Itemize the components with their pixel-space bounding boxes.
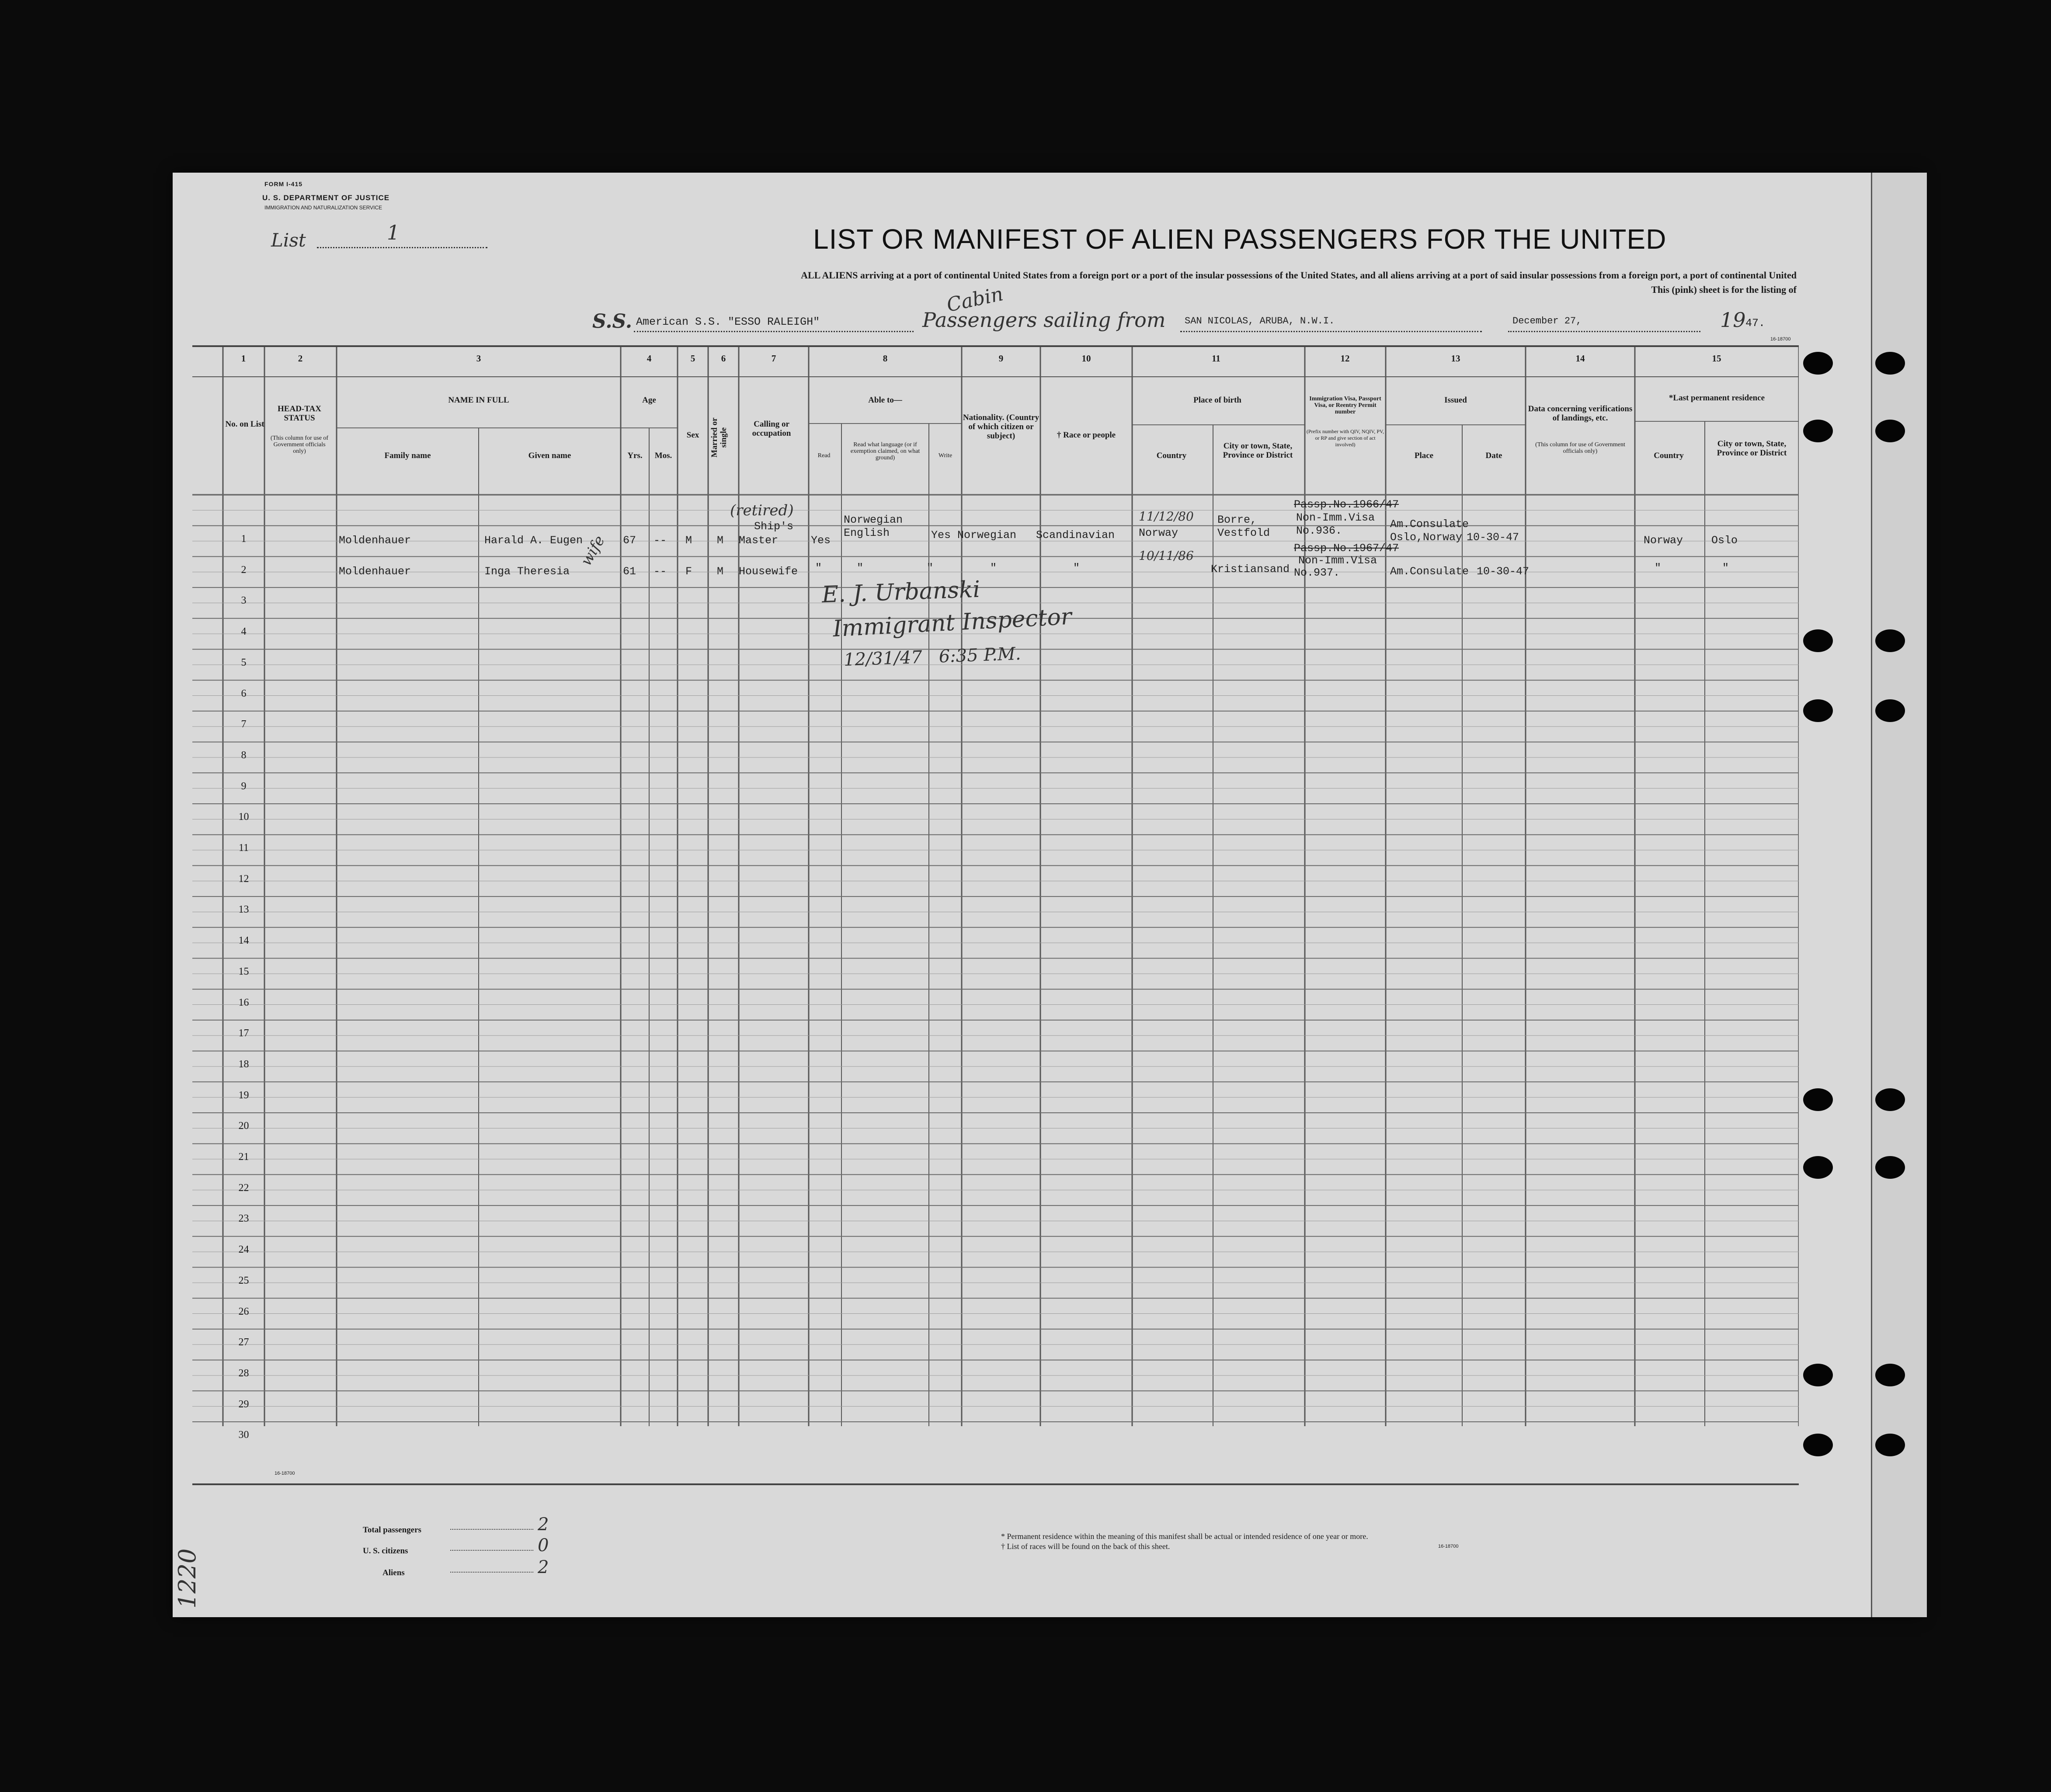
punch-hole [1803, 629, 1833, 652]
row-number: 11 [238, 842, 249, 854]
list-underline [317, 238, 487, 248]
row2-married: M [717, 565, 724, 578]
row1-write: Yes [931, 529, 951, 542]
col-nationality: Nationality. (Country of which citizen or subject) [963, 413, 1039, 441]
total-passengers-value: 2 [538, 1514, 549, 1535]
form-number: FORM I-415 [264, 181, 303, 188]
footnote-residence: * Permanent residence within the meaning of this manifest shall be actual or intended residence of one year or more. [1001, 1532, 1368, 1541]
col-read: Read [817, 452, 831, 459]
row1-language: English [844, 527, 890, 539]
inspection-timestamp: 12/31/47 6:35 P.M. [843, 643, 1022, 670]
col-landing: Data concerning verifications of landings, etc. [1528, 404, 1633, 423]
punch-hole [1803, 1364, 1833, 1386]
port-underline [1180, 330, 1482, 332]
col-visa: Immigration Visa, Passport Visa, or Reentry Permit number [1309, 396, 1381, 415]
year-suffix: 47. [1745, 317, 1766, 330]
row2-nationality: " [990, 562, 997, 574]
row2-birth-city: Kristiansand [1211, 563, 1290, 576]
row1-married: M [717, 534, 724, 547]
column-number-14: 14 [1575, 353, 1585, 364]
row1-lr-country: Norway [1644, 534, 1683, 547]
row1-lr-city: Oslo [1711, 534, 1738, 547]
row-number: 4 [241, 626, 247, 638]
column-number-5: 5 [690, 353, 695, 364]
row1-birth-city-top: Borre, [1217, 514, 1257, 526]
sailing-date: December 27, [1512, 316, 1582, 326]
row1-nationality: Norwegian [957, 529, 1017, 542]
punch-hole [1875, 1156, 1905, 1179]
col-last-residence: *Last permanent residence [1669, 393, 1765, 403]
punch-hole [1875, 629, 1905, 652]
row-number: 15 [238, 965, 249, 977]
ship-underline [634, 330, 914, 332]
row2-birth-date-note: 10/11/86 [1139, 549, 1194, 563]
column-number-3: 3 [476, 353, 481, 364]
row1-given: Harald A. Eugen [484, 534, 583, 547]
column-number-2: 2 [298, 353, 303, 364]
punch-hole [1875, 352, 1905, 375]
column-number-7: 7 [771, 353, 776, 364]
service-label: IMMIGRATION AND NATURALIZATION SERVICE [264, 205, 382, 211]
col-married: Married or single [710, 417, 728, 458]
col-age: Age [642, 396, 656, 405]
punch-hole [1803, 1088, 1833, 1111]
row1-race: Scandinavian [1036, 529, 1115, 542]
bottom-code: 16-18700 [275, 1471, 295, 1476]
row-number: 7 [241, 719, 247, 730]
col-family-name: Family name [384, 451, 431, 460]
inspector-title: Immigrant Inspector [832, 603, 1073, 642]
aliens-value: 2 [538, 1557, 549, 1577]
row-number: 18 [238, 1058, 249, 1070]
row2-given: Inga Theresia [484, 565, 570, 578]
row2-visa: No.937. [1294, 566, 1340, 579]
col-mos: Mos. [654, 451, 672, 460]
aliens-label: Aliens [382, 1568, 405, 1577]
row1-mos: -- [654, 534, 667, 547]
col-visa-note: (Prefix number with QIV, NQIV, PV, or RP and give section of act involved) [1306, 428, 1384, 448]
row2-lr-city: " [1722, 562, 1729, 574]
margin-note: 1220 [174, 1548, 202, 1609]
row1-birth-date-note: 11/12/80 [1139, 509, 1194, 524]
row1-occupation: Master [739, 534, 779, 547]
row1-visa-top: Passp.No.1966/47 [1294, 498, 1399, 511]
ship-name: American S.S. "ESSO RALEIGH" [636, 316, 820, 328]
row-number: 24 [238, 1244, 249, 1256]
year-prefix: 19 [1720, 308, 1746, 332]
row-number: 8 [241, 749, 247, 761]
us-citizens-dots [450, 1550, 533, 1551]
row2-write: " [927, 562, 934, 574]
row2-mos: -- [654, 565, 667, 578]
col-read-language: Read what language (or if exemption claimed, on what ground) [850, 441, 920, 461]
row1-language-top: Norwegian [844, 514, 903, 526]
column-number-15: 15 [1712, 353, 1721, 364]
row2-visa-mid: Non-Imm.Visa [1298, 554, 1377, 567]
manifest-table [192, 345, 1799, 1485]
footnote-code: 16-18700 [1438, 1544, 1459, 1549]
row1-issued-place: Oslo,Norway [1390, 531, 1463, 544]
row2-wife-note: wife [577, 532, 608, 569]
punch-hole [1875, 1364, 1905, 1386]
row2-visa-top: Passp.No.1967/47 [1294, 542, 1399, 555]
row-number: 25 [238, 1275, 249, 1286]
punch-hole [1803, 1156, 1833, 1179]
row-number: 2 [241, 564, 247, 576]
column-number-12: 12 [1340, 353, 1350, 364]
row-number: 28 [238, 1367, 249, 1379]
department-label: U. S. DEPARTMENT OF JUSTICE [262, 194, 390, 202]
us-citizens-value: 0 [538, 1535, 549, 1556]
row-number: 20 [238, 1120, 249, 1132]
row1-occupation-top: Ship's [754, 520, 794, 533]
punch-hole [1875, 1088, 1905, 1111]
punch-hole [1875, 699, 1905, 722]
row-number: 29 [238, 1398, 249, 1410]
row-number: 5 [241, 656, 247, 668]
row2-sex: F [685, 565, 692, 578]
col-landing-note: (This column for use of Government officials only) [1535, 441, 1625, 455]
adjacent-sheet-edge [1871, 173, 1927, 1617]
row-number: 10 [238, 811, 249, 823]
col-issued-date: Date [1485, 451, 1502, 460]
inspector-signature: E. J. Urbanski [821, 576, 981, 608]
column-number-11: 11 [1212, 353, 1220, 364]
row1-sex: M [685, 534, 692, 547]
row-number: 12 [238, 873, 249, 885]
punch-hole [1803, 352, 1833, 375]
row-number: 3 [241, 595, 247, 607]
col-lr-country: Country [1654, 451, 1684, 460]
punch-hole [1803, 420, 1833, 442]
col-race: † Race or people [1057, 431, 1116, 440]
col-head-tax-note: (This column for use of Government officials only) [270, 435, 329, 455]
column-number-10: 10 [1081, 353, 1091, 364]
row2-yrs: 61 [623, 565, 636, 578]
cabin-note: Cabin [945, 282, 1005, 317]
col-able-to: Able to— [868, 396, 902, 405]
col-write: Write [938, 452, 952, 459]
row-number: 21 [238, 1151, 249, 1163]
col-yrs: Yrs. [627, 451, 643, 460]
punch-hole [1803, 699, 1833, 722]
column-number-6: 6 [721, 353, 726, 364]
port-name: SAN NICOLAS, ARUBA, N.W.I. [1185, 316, 1335, 326]
row1-issued-date: 10-30-47 [1467, 531, 1519, 544]
punch-hole [1875, 420, 1905, 442]
col-place-of-birth: Place of birth [1193, 396, 1241, 405]
row2-read: " [815, 562, 822, 574]
footnote-races: † List of races will be found on the back of this sheet. [1001, 1542, 1170, 1551]
row2-occupation: Housewife [739, 565, 798, 578]
row2-lr-country: " [1655, 562, 1662, 574]
col-birth-city: City or town, State, Province or District [1223, 441, 1293, 460]
row-number: 26 [238, 1306, 249, 1317]
row1-yrs: 67 [623, 534, 636, 547]
column-number-1: 1 [241, 353, 246, 364]
col-no-on-list: No. on List [225, 420, 264, 429]
row-number: 30 [238, 1429, 249, 1441]
col-birth-country: Country [1156, 451, 1187, 460]
row2-issued-place: Am.Consulate [1390, 565, 1469, 578]
row2-language: " [857, 562, 864, 574]
row2-family: Moldenhauer [339, 565, 411, 578]
row-number: 16 [238, 997, 249, 1008]
col-issued-place: Place [1414, 451, 1434, 460]
col-sex: Sex [686, 431, 699, 440]
form-code-top: 16-18700 [1770, 337, 1791, 342]
row-number: 1 [241, 533, 247, 545]
row-number: 27 [238, 1337, 249, 1348]
col-head-tax: HEAD-TAX STATUS [278, 404, 321, 423]
ss-label: S.S. [592, 310, 633, 333]
date-underline [1508, 330, 1700, 332]
row-number: 6 [241, 688, 247, 699]
col-lr-city: City or town, State, Province or District [1717, 439, 1787, 458]
punch-hole [1803, 1434, 1833, 1456]
total-passengers-label: Total passengers [363, 1525, 421, 1535]
row-number: 22 [238, 1182, 249, 1194]
list-label: List [271, 229, 306, 251]
row-number: 14 [238, 935, 249, 947]
col-given-name: Given name [528, 451, 571, 460]
row-number: 19 [238, 1089, 249, 1101]
row2-race: " [1073, 562, 1080, 574]
column-number-4: 4 [647, 353, 652, 364]
col-name-in-full: NAME IN FULL [448, 396, 509, 405]
col-issued: Issued [1444, 396, 1467, 405]
row-number: 13 [238, 904, 249, 916]
row1-birth-city: Vestfold [1217, 527, 1270, 539]
us-citizens-label: U. S. citizens [363, 1546, 408, 1556]
row-number: 9 [241, 780, 247, 792]
column-number-13: 13 [1451, 353, 1460, 364]
manifest-title: LIST OR MANIFEST OF ALIEN PASSENGERS FOR THE UNITED [813, 223, 1667, 255]
row1-read: Yes [811, 534, 831, 547]
row1-issued-place-top: Am.Consulate [1390, 518, 1469, 531]
row1-visa: No.936. [1296, 524, 1342, 537]
row1-birth-country: Norway [1139, 527, 1178, 539]
list-value: 1 [387, 221, 400, 244]
row-number: 23 [238, 1213, 249, 1225]
aliens-dots [450, 1572, 533, 1573]
row-number: 17 [238, 1028, 249, 1039]
row1-occupation-note: (retired) [730, 502, 794, 519]
passengers-label: Passengers sailing from [922, 308, 1166, 332]
punch-hole [1875, 1434, 1905, 1456]
row1-family: Moldenhauer [339, 534, 411, 547]
row2-issued-date: 10-30-47 [1477, 565, 1530, 578]
table-grid [192, 347, 1799, 1483]
column-number-9: 9 [998, 353, 1004, 364]
total-passengers-dots [450, 1529, 533, 1530]
manifest-subtitle-2: This (pink) sheet is for the listing of [1651, 284, 1797, 295]
manifest-subtitle: ALL ALIENS arriving at a port of continental United States from a foreign port or a port of the insular possessions of the United States, and all aliens arriving at a port of said insular possessions from a foreign port, a port of continental United [801, 270, 1797, 281]
col-calling: Calling or occupation [752, 420, 791, 438]
column-number-8: 8 [883, 353, 888, 364]
row1-visa-mid: Non-Imm.Visa [1296, 511, 1375, 524]
